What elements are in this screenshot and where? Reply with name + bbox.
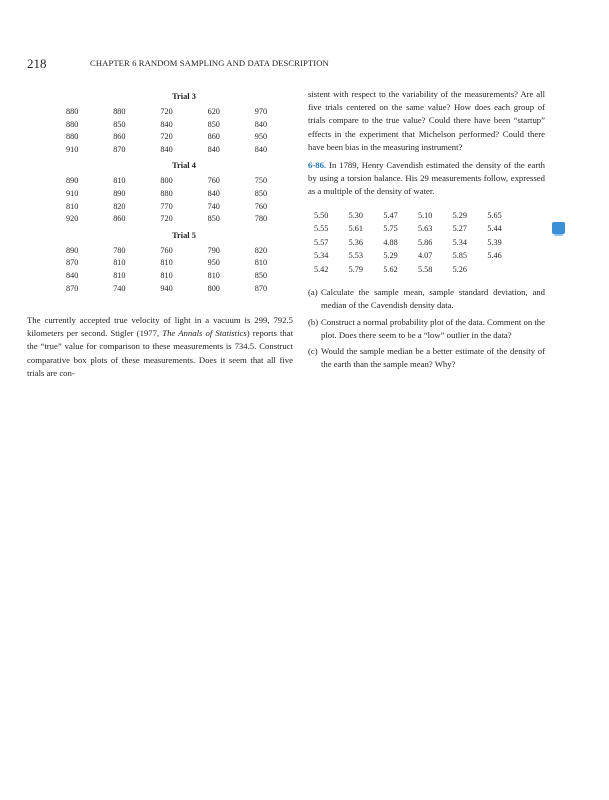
table-cell: 910 — [66, 144, 79, 154]
table-cell: 5.55 — [314, 224, 329, 234]
table-cell: 5.65 — [487, 210, 502, 220]
table-cell: 860 — [113, 214, 126, 224]
table-cell: 880 — [113, 107, 126, 116]
table-cell: 810 — [113, 176, 126, 186]
continued-text: sistent with respect to the variability of the measurements? Are all five trials centered on the same value? How does each group of trials compare to the true value? Could there have been “startup” effects in the experiment that Michelson performed? Could there have been bias in the measuring instrument? — [308, 89, 545, 152]
table-cell: 840 — [254, 144, 268, 154]
table-cell: 820 — [113, 201, 126, 211]
table-cell: 810 — [66, 201, 79, 211]
table-cell: 4.88 — [383, 237, 398, 247]
table-cell: 760 — [160, 245, 173, 255]
table-cell: 870 — [254, 283, 268, 293]
question-list — [308, 286, 545, 371]
table-cell: 5.26 — [452, 264, 467, 274]
table-cell: 5.63 — [418, 224, 433, 234]
table-cell: 810 — [113, 258, 126, 268]
table-cell: 5.34 — [314, 251, 329, 261]
problem-number: 6-86. — [308, 160, 327, 171]
table-cell: 720 — [160, 214, 173, 224]
chapter-title: CHAPTER 6 RANDOM SAMPLING AND DATA DESCRIPTION — [90, 58, 329, 68]
table-cell: 840 — [160, 119, 173, 129]
table-cell: 5.36 — [348, 237, 363, 247]
question-item — [308, 345, 545, 371]
table-cell: 840 — [207, 144, 220, 154]
question-text: Construct a normal probability plot of the data. Comment on the plot. Does there seem to be a “low” outlier in the data? — [321, 316, 545, 340]
table-cell: 850 — [207, 119, 220, 129]
table-cell: 5.30 — [348, 210, 363, 220]
right-column — [308, 88, 545, 374]
question-text: Calculate the sample mean, sample standard deviation, and median of the Cavendish density data. — [321, 287, 545, 311]
intro-text-part: ) reports that the “true” value for comparison to these measurements is 734.5. Construct comparative box plots of these measurements. Does it seem that all five trials are con- — [27, 328, 294, 378]
table-cell: 5.50 — [314, 210, 329, 220]
table-cell: 5.61 — [348, 224, 363, 234]
side-tab-icon[interactable] — [552, 222, 565, 234]
trial-title: Trial 4 — [172, 161, 196, 171]
trial-title: Trial 3 — [172, 92, 196, 101]
table-cell: 760 — [254, 201, 268, 211]
table-cell: 5.29 — [452, 210, 467, 220]
table-cell: 970 — [254, 107, 268, 116]
table-cell: 840 — [66, 270, 79, 280]
table-cell: 800 — [160, 176, 173, 186]
table-cell: 810 — [207, 270, 220, 280]
table-cell: 5.29 — [383, 251, 398, 261]
table-cell: 5.53 — [348, 251, 363, 261]
table-cell: 720 — [160, 107, 173, 116]
table-cell: 880 — [66, 107, 79, 116]
question-text: Would the sample median be a better estimate of the density of the earth than the sample mean? Why? — [321, 345, 545, 370]
trial-title: Trial 5 — [172, 230, 196, 240]
table-cell: 5.62 — [383, 264, 398, 274]
table-cell — [487, 263, 522, 277]
table-cell: 870 — [113, 144, 126, 154]
table-cell: 850 — [207, 214, 220, 224]
intro-text — [27, 314, 293, 380]
table-cell: 5.10 — [418, 210, 433, 220]
table-cell: 810 — [160, 270, 173, 280]
table-cell: 790 — [207, 245, 220, 255]
question-letter: (c) — [308, 345, 318, 356]
table-cell: 850 — [113, 119, 126, 129]
table-cell: 760 — [207, 176, 220, 186]
page-number: 218 — [27, 56, 47, 71]
table-cell: 780 — [113, 245, 126, 255]
table-cell: 890 — [66, 176, 79, 186]
table-cell: 810 — [254, 258, 268, 268]
table-cell: 740 — [113, 283, 126, 293]
trial-table — [66, 245, 302, 295]
table-cell: 5.42 — [314, 264, 329, 274]
question-letter: (a) — [308, 287, 318, 298]
table-cell: 860 — [207, 132, 220, 142]
table-cell: 800 — [207, 283, 220, 293]
table-cell: 920 — [66, 214, 79, 224]
table-cell: 880 — [66, 132, 79, 142]
table-cell: 5.34 — [452, 237, 467, 247]
table-cell: 880 — [160, 188, 173, 198]
table-cell: 890 — [113, 188, 126, 198]
problem-statement — [308, 159, 545, 199]
table-cell: 5.79 — [348, 264, 363, 274]
table-cell: 840 — [160, 144, 173, 154]
table-cell: 4.07 — [418, 251, 433, 261]
table-cell: 810 — [113, 270, 126, 280]
table-cell: 850 — [254, 270, 268, 280]
table-cell: 740 — [207, 201, 220, 211]
trial-tables — [66, 90, 302, 298]
table-cell: 5.85 — [452, 251, 467, 261]
table-cell: 5.86 — [418, 237, 433, 247]
table-cell: 5.75 — [383, 224, 398, 234]
question-letter: (b) — [308, 316, 319, 327]
trial-table — [66, 175, 302, 225]
table-cell: 5.27 — [452, 224, 467, 234]
table-cell: 5.44 — [487, 224, 502, 234]
table-cell: 870 — [66, 283, 79, 293]
table-cell: 5.57 — [314, 237, 329, 247]
table-cell: 5.46 — [487, 251, 502, 261]
table-cell: 820 — [254, 245, 268, 255]
table-cell: 950 — [254, 132, 268, 142]
density-data-table — [314, 209, 522, 277]
table-cell: 860 — [113, 132, 126, 142]
journal-title: The Annals of Statistics — [162, 328, 247, 339]
table-cell: 810 — [160, 258, 173, 268]
table-cell: 950 — [207, 258, 220, 268]
table-cell: 880 — [66, 119, 79, 129]
table-cell: 750 — [254, 176, 268, 186]
table-cell: 890 — [66, 245, 79, 255]
table-cell: 840 — [207, 188, 220, 198]
table-cell: 720 — [160, 132, 173, 142]
table-cell: 780 — [254, 214, 268, 224]
table-cell: 770 — [160, 201, 173, 211]
table-cell: 850 — [254, 188, 268, 198]
question-item — [308, 316, 545, 342]
question-item — [308, 286, 545, 312]
table-cell: 620 — [207, 107, 220, 116]
table-cell: 5.47 — [383, 210, 398, 220]
table-cell: 840 — [254, 119, 268, 129]
table-cell: 5.39 — [487, 237, 502, 247]
table-cell: 910 — [66, 188, 79, 198]
trial-table — [66, 106, 302, 156]
table-cell: 5.58 — [418, 264, 433, 274]
table-cell: 870 — [66, 258, 79, 268]
problem-text: In 1789, Henry Cavendish estimated the density of the earth by using a torsion balance. His 29 measurements follow, expressed as a multiple of the density of water. — [308, 160, 545, 197]
table-cell: 940 — [160, 283, 173, 293]
intro-text-part: The currently accepted true velocity of light in a vacuum is 299, 792.5 kilometers per second. Stigler (1977, — [27, 315, 293, 339]
